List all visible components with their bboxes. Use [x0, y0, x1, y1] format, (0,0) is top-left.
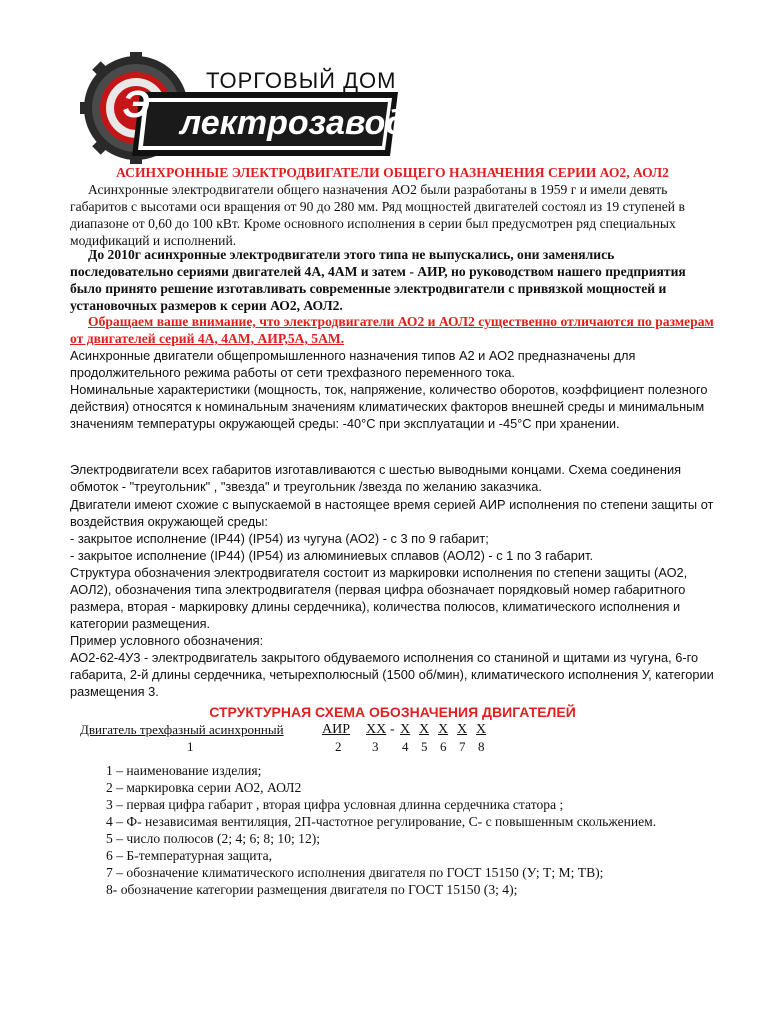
bold-note: До 2010г асинхронные электродвигатели этого типа не выпускались, они заменялись последовательно сериями двигателей 4А, 4АМ и затем - АИР, но руководством нашего предприятия было принято решение изготавливать современные электродвигатели с привязкой мощностей и установочных размеров к серии АО2, АОЛ2. — [70, 247, 686, 313]
scheme-cell-3: ХХ — [366, 722, 387, 737]
example-text: АО2-62-4У3 - электродвигатель закрытого обдуваемого исполнения со станиной и щитами из чугуна, 6-го габарита, 2-й длины сердечника, четырехполюсный (1500 об/мин), климатического исполнения У, категории размещения 3. — [70, 650, 714, 699]
paragraph-characteristics: Номинальные характеристики (мощность, ток, напряжение, количество оборотов, коэффициент полезного действия) относятся к номинальным значениям климатических факторов внешней среды и минимальным значениям температуры окружающей среды: -40°С при эксплуатации и -45°С при хранении. — [70, 382, 708, 431]
logo-badge-letter: Э — [122, 84, 150, 126]
bullet-cast-iron: - закрытое исполнение (IP44) (IP54) из чугуна (АО2) - с 3 по 9 габарит; — [70, 531, 489, 546]
scheme-number-5: 5 — [421, 739, 428, 754]
scheme-number-8: 8 — [478, 739, 485, 754]
paragraph-structure: Структура обозначения электродвигателя состоит из маркировки исполнения по степени защиты (АО2, АОЛ2), обозначения типа электродвигателя (первая цифра обозначает порядковый номер габаритного размера, вторая - маркировку длины сердечника), количества полюсов, климатического исполнения и категории размещения. — [70, 565, 688, 631]
paragraph-terminals: Электродвигатели всех габаритов изготавливаются с шестью выводными концами. Схема соединения обмоток - "треугольник" , "звезда" и треугольник /звезда по желанию заказчика. — [70, 462, 682, 494]
scheme-title: СТРУКТУРНАЯ СХЕМА ОБОЗНАЧЕНИЯ ДВИГАТЕЛЕЙ — [209, 704, 576, 720]
red-notice: Обращаем ваше внимание, что электродвигатели АО2 и АОЛ2 существенно отличаются по размерам от двигателей серий 4А, 4АМ, АИР,5А, 5АМ. — [70, 314, 714, 346]
scheme-designation-row — [0, 722, 768, 740]
legend-item-6: 6 – Б-температурная защита, — [106, 848, 273, 863]
legend-item-4: 4 – Ф- независимая вентиляция, 2П-частотное регулирование, С- с повышенным скольжением. — [106, 814, 657, 829]
scheme-cell-5: Х — [419, 722, 430, 737]
example-label: Пример условного обозначения: — [70, 633, 264, 648]
legend-item-7: 7 – обозначение климатического исполнения двигателя по ГОСТ 15150 (У; Т; М; ТВ); — [106, 865, 604, 880]
scheme-cell-7: Х — [457, 722, 468, 737]
legend-item-1: 1 – наименование изделия; — [106, 763, 262, 778]
legend-item-3: 3 – первая цифра габарит , вторая цифра условная длинна сердечника статора ; — [106, 797, 564, 812]
scheme-cell-6: Х — [438, 722, 449, 737]
logo-brand: лектрозавод — [180, 104, 407, 142]
company-logo — [80, 52, 407, 164]
scheme-number-6: 6 — [440, 739, 447, 754]
scheme-cell-8: Х — [476, 722, 487, 737]
legend-item-2: 2 – маркировка серии АО2, АОЛ2 — [106, 780, 302, 795]
scheme-number-7: 7 — [459, 739, 466, 754]
scheme-dash: - — [390, 722, 395, 737]
logo-top-text: ТОРГОВЫЙ ДОМ — [206, 68, 397, 93]
scheme-legend — [88, 762, 708, 898]
paragraph-protection: Двигатели имеют схожие с выпускаемой в настоящее время серией АИР исполнения по степени защиты от воздействия окружающей среды: — [70, 497, 714, 529]
paragraph-purpose: Асинхронные двигатели общепромышленного назначения типов А2 и АО2 предназначены для продолжительного режима работы от сети трехфазного переменного тока. — [70, 348, 636, 380]
scheme-cell-4: Х — [400, 722, 411, 737]
legend-item-8: 8- обозначение категории размещения двигателя по ГОСТ 15150 (3; 4); — [106, 882, 518, 897]
scheme-cell-2: АИР — [322, 722, 351, 737]
scheme-number-2: 2 — [335, 739, 342, 754]
scheme-cell-1: Двигатель трехфазный асинхронный — [80, 722, 284, 737]
intro-paragraph: Асинхронные электродвигатели общего назначения АО2 были разработаны в 1959 г и имели девять габаритов с высотами оси вращения от 90 до 280 мм. Ряд мощностей двигателей состоял из 19 ступеней в диапазоне от 0,60 до 100 кВт. Кроме основного исполнения в серии был предусмотрен ряд специальных модификаций и исполнений. — [70, 182, 685, 248]
page-title: АСИНХРОННЫЕ ЭЛЕКТРОДВИГАТЕЛИ ОБЩЕГО НАЗНАЧЕНИЯ СЕРИИ АО2, АОЛ2 — [116, 165, 669, 180]
scheme-number-1: 1 — [187, 739, 194, 754]
scheme-number-3: 3 — [372, 739, 379, 754]
legend-item-5: 5 – число полюсов (2; 4; 6; 8; 10; 12); — [106, 831, 321, 846]
bullet-aluminium: - закрытое исполнение (IP44) (IP54) из алюминиевых сплавов (АОЛ2) - с 1 по 3 габарит. — [70, 548, 594, 563]
scheme-number-row — [0, 739, 768, 757]
scheme-number-4: 4 — [402, 739, 409, 754]
